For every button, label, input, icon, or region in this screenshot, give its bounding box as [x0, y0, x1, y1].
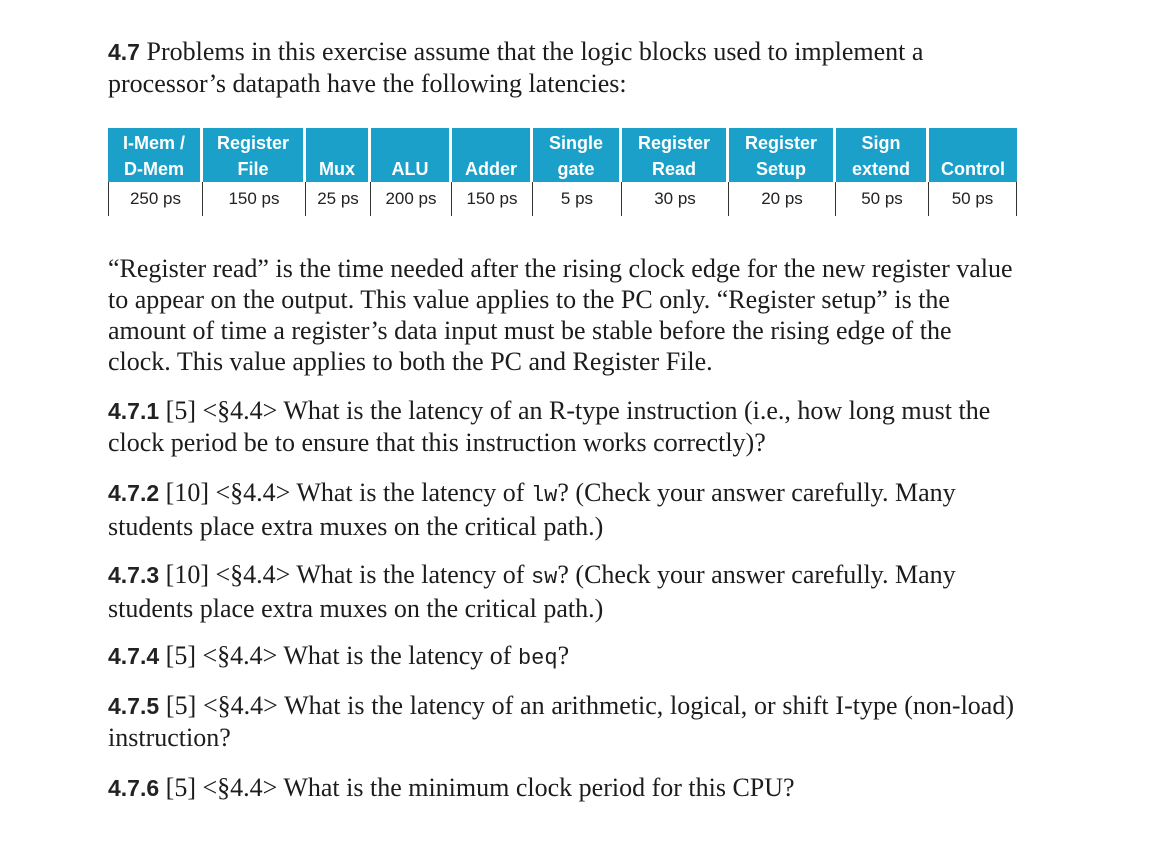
- col-sign-extend-header: Sign extend: [836, 128, 929, 182]
- latency-table-header: [108, 128, 1017, 182]
- code-beq: beq: [517, 646, 558, 671]
- col-single-gate-header: Single gate: [533, 128, 622, 182]
- col-imem-dmem-header: I-Mem / D-Mem: [108, 128, 203, 182]
- intro-paragraph: [108, 36, 1014, 99]
- question-4-7-2: 4.7.2 [10] <§4.4> What is the latency of lw? (Check your answer carefully. Many students place extra muxes on the critical path.): [108, 478, 956, 541]
- value-alu: 200 ps: [371, 182, 452, 216]
- question-4-7-5: 4.7.5 [5] <§4.4> What is the latency of an arithmetic, logical, or shift I-type (non-load) instruction?: [108, 691, 1014, 752]
- value-register-setup: 20 ps: [729, 182, 836, 216]
- col-register-file-header: Register File: [203, 128, 306, 182]
- question-4-7-4: 4.7.4 [5] <§4.4> What is the latency of beq?: [108, 641, 570, 671]
- question-4-7-6: 4.7.6 [5] <§4.4> What is the minimum clock period for this CPU?: [108, 773, 795, 802]
- question-4-7-3: 4.7.3 [10] <§4.4> What is the latency of sw? (Check your answer carefully. Many students place extra muxes on the critical path.): [108, 560, 956, 623]
- col-mux-header: Mux: [306, 128, 371, 182]
- problem-number: 4.7: [108, 39, 140, 65]
- value-control: 50 ps: [929, 182, 1017, 216]
- col-control-header: Control: [929, 128, 1017, 182]
- value-register-read: 30 ps: [622, 182, 729, 216]
- value-register-file: 150 ps: [203, 182, 306, 216]
- code-lw: lw: [530, 483, 558, 508]
- latency-table-values: [108, 182, 1017, 216]
- value-sign-extend: 50 ps: [836, 182, 929, 216]
- register-note: “Register read” is the time needed after the rising clock edge for the new register value to appear on the output. This value applies to the PC only. “Register setup” is the amount of time a register’s data input must be stable before the rising edge of the clock. This value applies to both the PC and Register File.: [108, 254, 1013, 376]
- value-mux: 25 ps: [306, 182, 371, 216]
- col-alu-header: ALU: [371, 128, 452, 182]
- value-imem-dmem: 250 ps: [108, 182, 203, 216]
- col-register-setup-header: Register Setup: [729, 128, 836, 182]
- col-register-read-header: Register Read: [622, 128, 729, 182]
- intro-text: Problems in this exercise assume that the logic blocks used to implement a processor’s datapath have the following latencies:: [108, 37, 924, 98]
- col-adder-header: Adder: [452, 128, 533, 182]
- code-sw: sw: [530, 565, 558, 590]
- latency-table: [108, 128, 1017, 216]
- question-4-7-1: 4.7.1 [5] <§4.4> What is the latency of an R-type instruction (i.e., how long must the clock period be to ensure that this instruction works correctly)?: [108, 396, 991, 457]
- value-adder: 150 ps: [452, 182, 533, 216]
- value-single-gate: 5 ps: [533, 182, 622, 216]
